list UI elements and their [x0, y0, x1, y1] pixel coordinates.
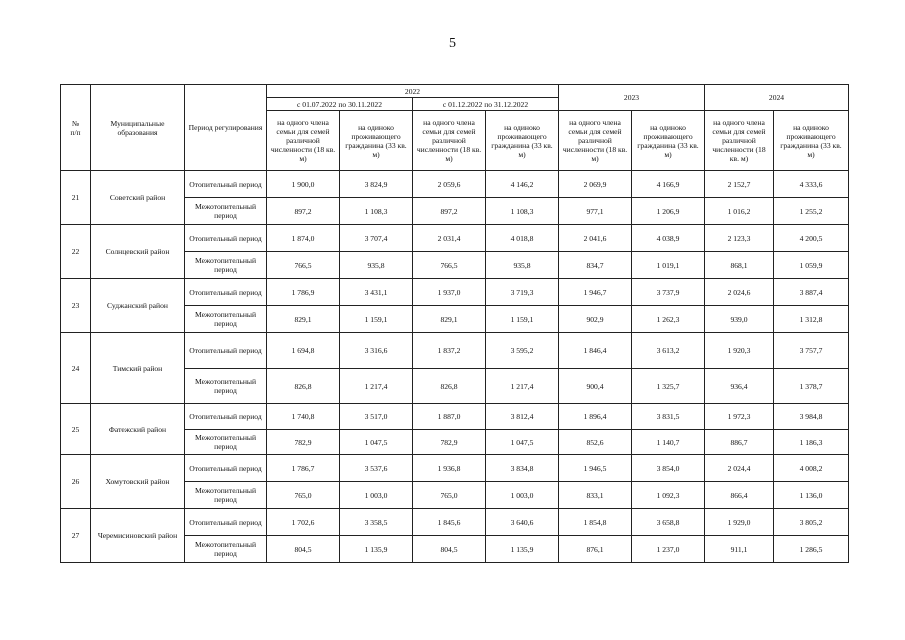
- value-cell: 3 757,7: [774, 333, 849, 369]
- value-cell: 939,0: [705, 306, 774, 333]
- period-non-heating: Межотопительный период: [185, 252, 267, 279]
- value-cell: 1 019,1: [632, 252, 705, 279]
- value-cell: 1 740,8: [267, 404, 340, 430]
- header-single-2023: на одиноко проживающего гражданина (33 кв. м): [632, 111, 705, 171]
- header-family-2022a: на одного члена семьи для семей различной численности (18 кв. м): [267, 111, 340, 171]
- header-single-2022a: на одиноко проживающего гражданина (33 кв. м): [340, 111, 413, 171]
- period-non-heating: Межотопительный период: [185, 198, 267, 225]
- value-cell: 3 834,8: [486, 455, 559, 482]
- value-cell: 1 217,4: [340, 369, 413, 404]
- value-cell: 868,1: [705, 252, 774, 279]
- value-cell: 1 378,7: [774, 369, 849, 404]
- value-cell: 1 206,9: [632, 198, 705, 225]
- value-cell: 766,5: [413, 252, 486, 279]
- value-cell: 4 333,6: [774, 171, 849, 198]
- value-cell: 826,8: [267, 369, 340, 404]
- table-row: [61, 171, 849, 198]
- period-heating: Отопительный период: [185, 404, 267, 430]
- value-cell: 911,1: [705, 536, 774, 563]
- value-cell: 1 159,1: [486, 306, 559, 333]
- value-cell: 1 845,6: [413, 509, 486, 536]
- value-cell: 1 854,8: [559, 509, 632, 536]
- value-cell: 3 719,3: [486, 279, 559, 306]
- value-cell: 1 325,7: [632, 369, 705, 404]
- table-row: [61, 333, 849, 369]
- value-cell: 1 135,9: [486, 536, 559, 563]
- value-cell: 765,0: [267, 482, 340, 509]
- value-cell: 852,6: [559, 430, 632, 455]
- value-cell: 1 135,9: [340, 536, 413, 563]
- value-cell: 977,1: [559, 198, 632, 225]
- value-cell: 1 237,0: [632, 536, 705, 563]
- header-2022-jul-nov: с 01.07.2022 по 30.11.2022: [267, 98, 413, 111]
- table-row: [61, 455, 849, 482]
- value-cell: 1 900,0: [267, 171, 340, 198]
- row-number: 23: [61, 279, 91, 333]
- value-cell: 3 537,6: [340, 455, 413, 482]
- value-cell: 829,1: [413, 306, 486, 333]
- table-row: [61, 225, 849, 252]
- value-cell: 1 929,0: [705, 509, 774, 536]
- value-cell: 804,5: [267, 536, 340, 563]
- header-num: № п/п: [61, 85, 91, 171]
- value-cell: 765,0: [413, 482, 486, 509]
- value-cell: 804,5: [413, 536, 486, 563]
- value-cell: 1 108,3: [486, 198, 559, 225]
- district-name: Суджанский район: [91, 279, 185, 333]
- table-row: [61, 279, 849, 306]
- header-single-2022b: на одиноко проживающего гражданина (33 кв. м): [486, 111, 559, 171]
- value-cell: 3 824,9: [340, 171, 413, 198]
- value-cell: 782,9: [267, 430, 340, 455]
- value-cell: 3 431,1: [340, 279, 413, 306]
- value-cell: 1 694,8: [267, 333, 340, 369]
- tariff-table: [60, 84, 849, 563]
- row-number: 26: [61, 455, 91, 509]
- value-cell: 4 008,2: [774, 455, 849, 482]
- value-cell: 782,9: [413, 430, 486, 455]
- value-cell: 1 047,5: [340, 430, 413, 455]
- header-period: Период регулирования: [185, 85, 267, 171]
- value-cell: 1 946,7: [559, 279, 632, 306]
- value-cell: 3 812,4: [486, 404, 559, 430]
- value-cell: 900,4: [559, 369, 632, 404]
- value-cell: 1 059,9: [774, 252, 849, 279]
- period-heating: Отопительный период: [185, 455, 267, 482]
- value-cell: 1 920,3: [705, 333, 774, 369]
- period-heating: Отопительный период: [185, 509, 267, 536]
- value-cell: 886,7: [705, 430, 774, 455]
- value-cell: 1 262,3: [632, 306, 705, 333]
- value-cell: 1 003,0: [486, 482, 559, 509]
- value-cell: 2 152,7: [705, 171, 774, 198]
- value-cell: 2 024,4: [705, 455, 774, 482]
- value-cell: 897,2: [267, 198, 340, 225]
- value-cell: 1 874,0: [267, 225, 340, 252]
- page-number: 5: [449, 36, 456, 51]
- value-cell: 1 846,4: [559, 333, 632, 369]
- value-cell: 897,2: [413, 198, 486, 225]
- header-family-2022b: на одного члена семьи для семей различной численности (18 кв. м): [413, 111, 486, 171]
- period-non-heating: Межотопительный период: [185, 369, 267, 404]
- table-body: [61, 171, 849, 563]
- value-cell: 4 166,9: [632, 171, 705, 198]
- value-cell: 3 658,8: [632, 509, 705, 536]
- district-name: Фатежский район: [91, 404, 185, 455]
- row-number: 25: [61, 404, 91, 455]
- value-cell: 1 108,3: [340, 198, 413, 225]
- header-family-2024: на одного члена семьи для семей различной численности (18 кв. м): [705, 111, 774, 171]
- value-cell: 3 984,8: [774, 404, 849, 430]
- row-number: 21: [61, 171, 91, 225]
- value-cell: 1 972,3: [705, 404, 774, 430]
- value-cell: 829,1: [267, 306, 340, 333]
- row-number: 24: [61, 333, 91, 404]
- header-year-2023: 2023: [559, 85, 705, 111]
- value-cell: 3 887,4: [774, 279, 849, 306]
- table-header: [61, 85, 849, 171]
- value-cell: 1 092,3: [632, 482, 705, 509]
- period-non-heating: Межотопительный период: [185, 306, 267, 333]
- value-cell: 3 805,2: [774, 509, 849, 536]
- district-name: Солнцевский район: [91, 225, 185, 279]
- period-non-heating: Межотопительный период: [185, 482, 267, 509]
- value-cell: 3 358,5: [340, 509, 413, 536]
- header-municipality: Муниципальные образования: [91, 85, 185, 171]
- value-cell: 1 140,7: [632, 430, 705, 455]
- value-cell: 1 887,0: [413, 404, 486, 430]
- period-non-heating: Межотопительный период: [185, 430, 267, 455]
- period-heating: Отопительный период: [185, 279, 267, 306]
- value-cell: 834,7: [559, 252, 632, 279]
- value-cell: 4 018,8: [486, 225, 559, 252]
- value-cell: 833,1: [559, 482, 632, 509]
- value-cell: 2 069,9: [559, 171, 632, 198]
- value-cell: 3 316,6: [340, 333, 413, 369]
- value-cell: 3 517,0: [340, 404, 413, 430]
- header-family-2023: на одного члена семьи для семей различной численности (18 кв. м): [559, 111, 632, 171]
- period-heating: Отопительный период: [185, 225, 267, 252]
- value-cell: 1 136,0: [774, 482, 849, 509]
- period-non-heating: Межотопительный период: [185, 536, 267, 563]
- row-number: 27: [61, 509, 91, 563]
- value-cell: 1 946,5: [559, 455, 632, 482]
- value-cell: 1 937,0: [413, 279, 486, 306]
- value-cell: 1 286,5: [774, 536, 849, 563]
- value-cell: 2 041,6: [559, 225, 632, 252]
- value-cell: 866,4: [705, 482, 774, 509]
- value-cell: 935,8: [340, 252, 413, 279]
- value-cell: 2 123,3: [705, 225, 774, 252]
- value-cell: 2 031,4: [413, 225, 486, 252]
- value-cell: 3 854,0: [632, 455, 705, 482]
- value-cell: 1 786,9: [267, 279, 340, 306]
- value-cell: 935,8: [486, 252, 559, 279]
- district-name: Черемисиновский район: [91, 509, 185, 563]
- value-cell: 1 016,2: [705, 198, 774, 225]
- value-cell: 1 217,4: [486, 369, 559, 404]
- value-cell: 936,4: [705, 369, 774, 404]
- value-cell: 826,8: [413, 369, 486, 404]
- value-cell: 1 936,8: [413, 455, 486, 482]
- value-cell: 2 024,6: [705, 279, 774, 306]
- period-heating: Отопительный период: [185, 171, 267, 198]
- district-name: Советский район: [91, 171, 185, 225]
- header-2022-dec: с 01.12.2022 по 31.12.2022: [413, 98, 559, 111]
- value-cell: 1 047,5: [486, 430, 559, 455]
- value-cell: 3 613,2: [632, 333, 705, 369]
- header-single-2024: на одиноко проживающего гражданина (33 кв. м): [774, 111, 849, 171]
- value-cell: 3 707,4: [340, 225, 413, 252]
- row-number: 22: [61, 225, 91, 279]
- value-cell: 1 837,2: [413, 333, 486, 369]
- table-row: [61, 404, 849, 430]
- header-year-2024: 2024: [705, 85, 849, 111]
- value-cell: 4 146,2: [486, 171, 559, 198]
- value-cell: 1 159,1: [340, 306, 413, 333]
- value-cell: 4 038,9: [632, 225, 705, 252]
- value-cell: 1 702,6: [267, 509, 340, 536]
- value-cell: 1 896,4: [559, 404, 632, 430]
- district-name: Хомутовский район: [91, 455, 185, 509]
- table-row: [61, 509, 849, 536]
- value-cell: 1 003,0: [340, 482, 413, 509]
- value-cell: 1 186,3: [774, 430, 849, 455]
- value-cell: 1 255,2: [774, 198, 849, 225]
- value-cell: 3 831,5: [632, 404, 705, 430]
- header-year-2022: 2022: [267, 85, 559, 98]
- value-cell: 2 059,6: [413, 171, 486, 198]
- value-cell: 902,9: [559, 306, 632, 333]
- value-cell: 876,1: [559, 536, 632, 563]
- value-cell: 3 640,6: [486, 509, 559, 536]
- value-cell: 4 200,5: [774, 225, 849, 252]
- value-cell: 1 786,7: [267, 455, 340, 482]
- period-heating: Отопительный период: [185, 333, 267, 369]
- district-name: Тимский район: [91, 333, 185, 404]
- value-cell: 3 737,9: [632, 279, 705, 306]
- value-cell: 766,5: [267, 252, 340, 279]
- value-cell: 3 595,2: [486, 333, 559, 369]
- value-cell: 1 312,8: [774, 306, 849, 333]
